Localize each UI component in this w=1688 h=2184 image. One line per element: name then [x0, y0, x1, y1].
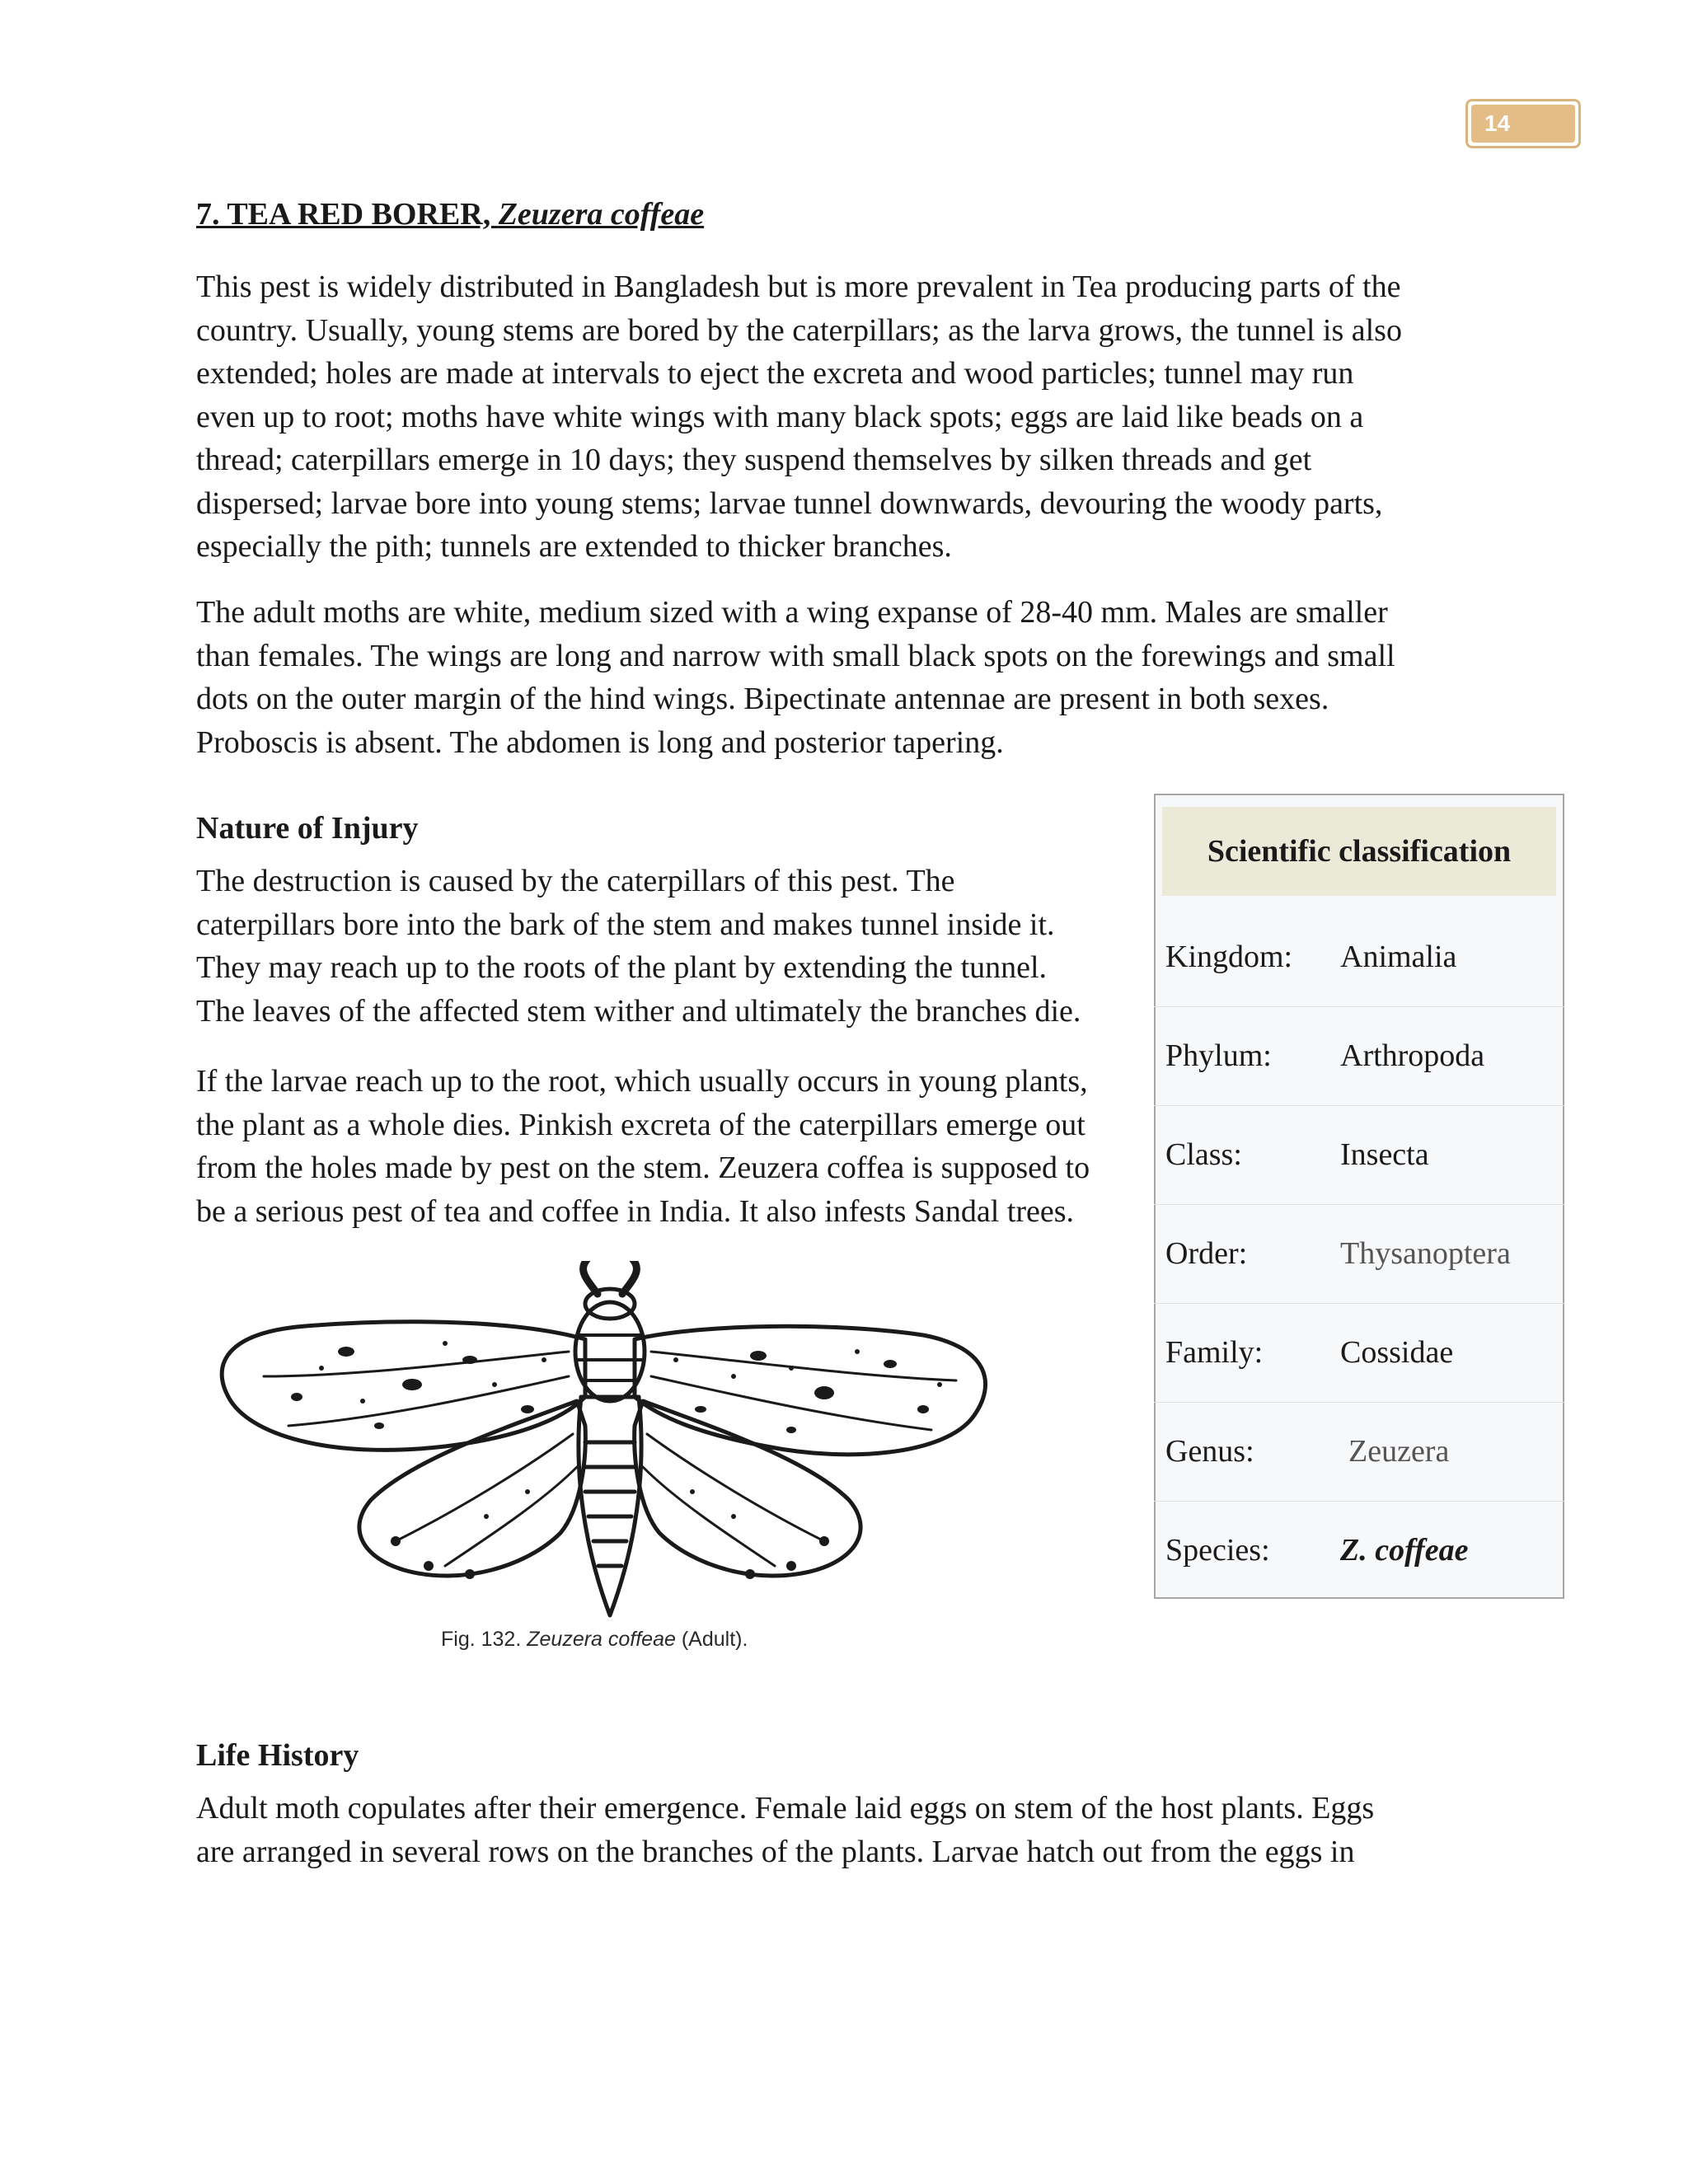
classification-value: Animalia	[1340, 940, 1457, 974]
adult-description-paragraph	[196, 591, 1395, 764]
classification-header: Scientific classification	[1162, 807, 1556, 896]
adult-line: than females. The wings are long and narrow with small black spots on the forewings and small	[196, 638, 1395, 673]
section-title-species: Zeuzera coffeae	[498, 197, 705, 232]
classification-key: Species:	[1165, 1533, 1270, 1568]
classification-value: Thysanoptera	[1340, 1236, 1511, 1271]
moth-abdomen	[579, 1397, 641, 1615]
intro-line: thread; caterpillars emerge in 10 days; they suspend themselves by silken threads and get	[196, 443, 1312, 477]
section-title-prefix: 7. TEA RED BORER,	[196, 197, 499, 232]
injury-heading: Nature of Injury	[196, 811, 419, 846]
classification-key: Order:	[1165, 1236, 1248, 1271]
right-antenna	[622, 1261, 636, 1294]
classification-row-class	[1154, 1105, 1564, 1205]
injury-line: from the holes made by pest on the stem. Zeuzera coffea is supposed to	[196, 1151, 1090, 1185]
page-number: 14	[1471, 105, 1575, 143]
classification-value: Zeuzera	[1348, 1434, 1450, 1469]
left-antenna	[584, 1261, 598, 1294]
classification-rows	[1154, 794, 1564, 1599]
classification-value: Arthropoda	[1340, 1038, 1485, 1073]
classification-row-species	[1154, 1501, 1564, 1600]
intro-line: country. Usually, young stems are bored by the caterpillars; as the larva grows, the tunnel is also	[196, 312, 1402, 348]
classification-row-kingdom	[1156, 1666, 1563, 1765]
page-number-badge	[1465, 99, 1581, 148]
caption-suffix: (Adult).	[675, 1628, 748, 1651]
life-history-line: are arranged in several rows on the branches of the plants. Larvae hatch out from the eggs in	[196, 1834, 1355, 1869]
classification-row-order	[1154, 1204, 1564, 1304]
intro-line: extended; holes are made at intervals to eject the excreta and wood particles; tunnel may run	[196, 356, 1354, 391]
classification-row-family	[1154, 1303, 1564, 1403]
classification-row-phylum	[1154, 1006, 1564, 1106]
classification-value: Z. coffeae	[1340, 1533, 1469, 1568]
section-title	[196, 196, 704, 232]
classification-key: Phylum:	[1165, 1038, 1272, 1073]
classification-row-genus	[1154, 1402, 1564, 1502]
intro-line: even up to root; moths have white wings with many black spots; eggs are laid like beads on a	[196, 399, 1364, 434]
intro-line: dispersed; larvae bore into young stems; larvae tunnel downwards, devouring the woody parts,	[196, 485, 1383, 521]
life-history-heading: Life History	[196, 1738, 359, 1773]
injury-line: the plant as a whole dies. Pinkish excreta of the caterpillars emerge out	[196, 1107, 1085, 1142]
injury-line: be a serious pest of tea and coffee in India. It also infests Sandal trees.	[196, 1193, 1075, 1229]
injury-paragraph-1	[196, 860, 1081, 1033]
classification-value: Insecta	[1340, 1137, 1429, 1172]
classification-key: Genus:	[1165, 1434, 1254, 1469]
adult-line: dots on the outer margin of the hind wings. Bipectinate antennae are present in both sexes.	[196, 682, 1329, 716]
injury-line: The destruction is caused by the caterpillars of this pest. The	[196, 864, 955, 898]
caption-prefix: Fig. 132.	[441, 1628, 528, 1651]
adult-line: Proboscis is absent. The abdomen is long and posterior tapering.	[196, 724, 1004, 760]
intro-line: especially the pith; tunnels are extended to thicker branches.	[196, 529, 952, 564]
injury-line: If the larvae reach up to the root, which usually occurs in young plants,	[196, 1064, 1088, 1099]
intro-paragraph	[196, 265, 1402, 569]
classification-value: Cossidae	[1340, 1335, 1454, 1370]
life-history-paragraph	[196, 1787, 1374, 1873]
injury-paragraph-2	[196, 1060, 1090, 1233]
classification-row-kingdom	[1154, 907, 1564, 1007]
injury-line: The leaves of the affected stem wither and ultimately the branches die.	[196, 993, 1081, 1029]
injury-line: caterpillars bore into the bark of the stem and makes tunnel inside it.	[196, 907, 1055, 942]
classification-key: Class:	[1165, 1137, 1242, 1172]
injury-line: They may reach up to the roots of the plant by extending the tunnel.	[196, 950, 1048, 985]
right-forewing	[635, 1326, 986, 1455]
intro-line: This pest is widely distributed in Bangladesh but is more prevalent in Tea producing parts of the	[196, 269, 1401, 304]
classification-key: Family:	[1165, 1335, 1264, 1370]
classification-key: Kingdom:	[1165, 940, 1293, 974]
adult-line: The adult moths are white, medium sized with a wing expanse of 28-40 mm. Males are smaller	[196, 595, 1388, 630]
figure-caption	[441, 1628, 748, 1652]
moth-illustration	[198, 1261, 1022, 1690]
life-history-line: Adult moth copulates after their emergence. Female laid eggs on stem of the host plants. Eggs	[196, 1791, 1375, 1825]
caption-species: Zeuzera coffeae	[527, 1628, 676, 1651]
